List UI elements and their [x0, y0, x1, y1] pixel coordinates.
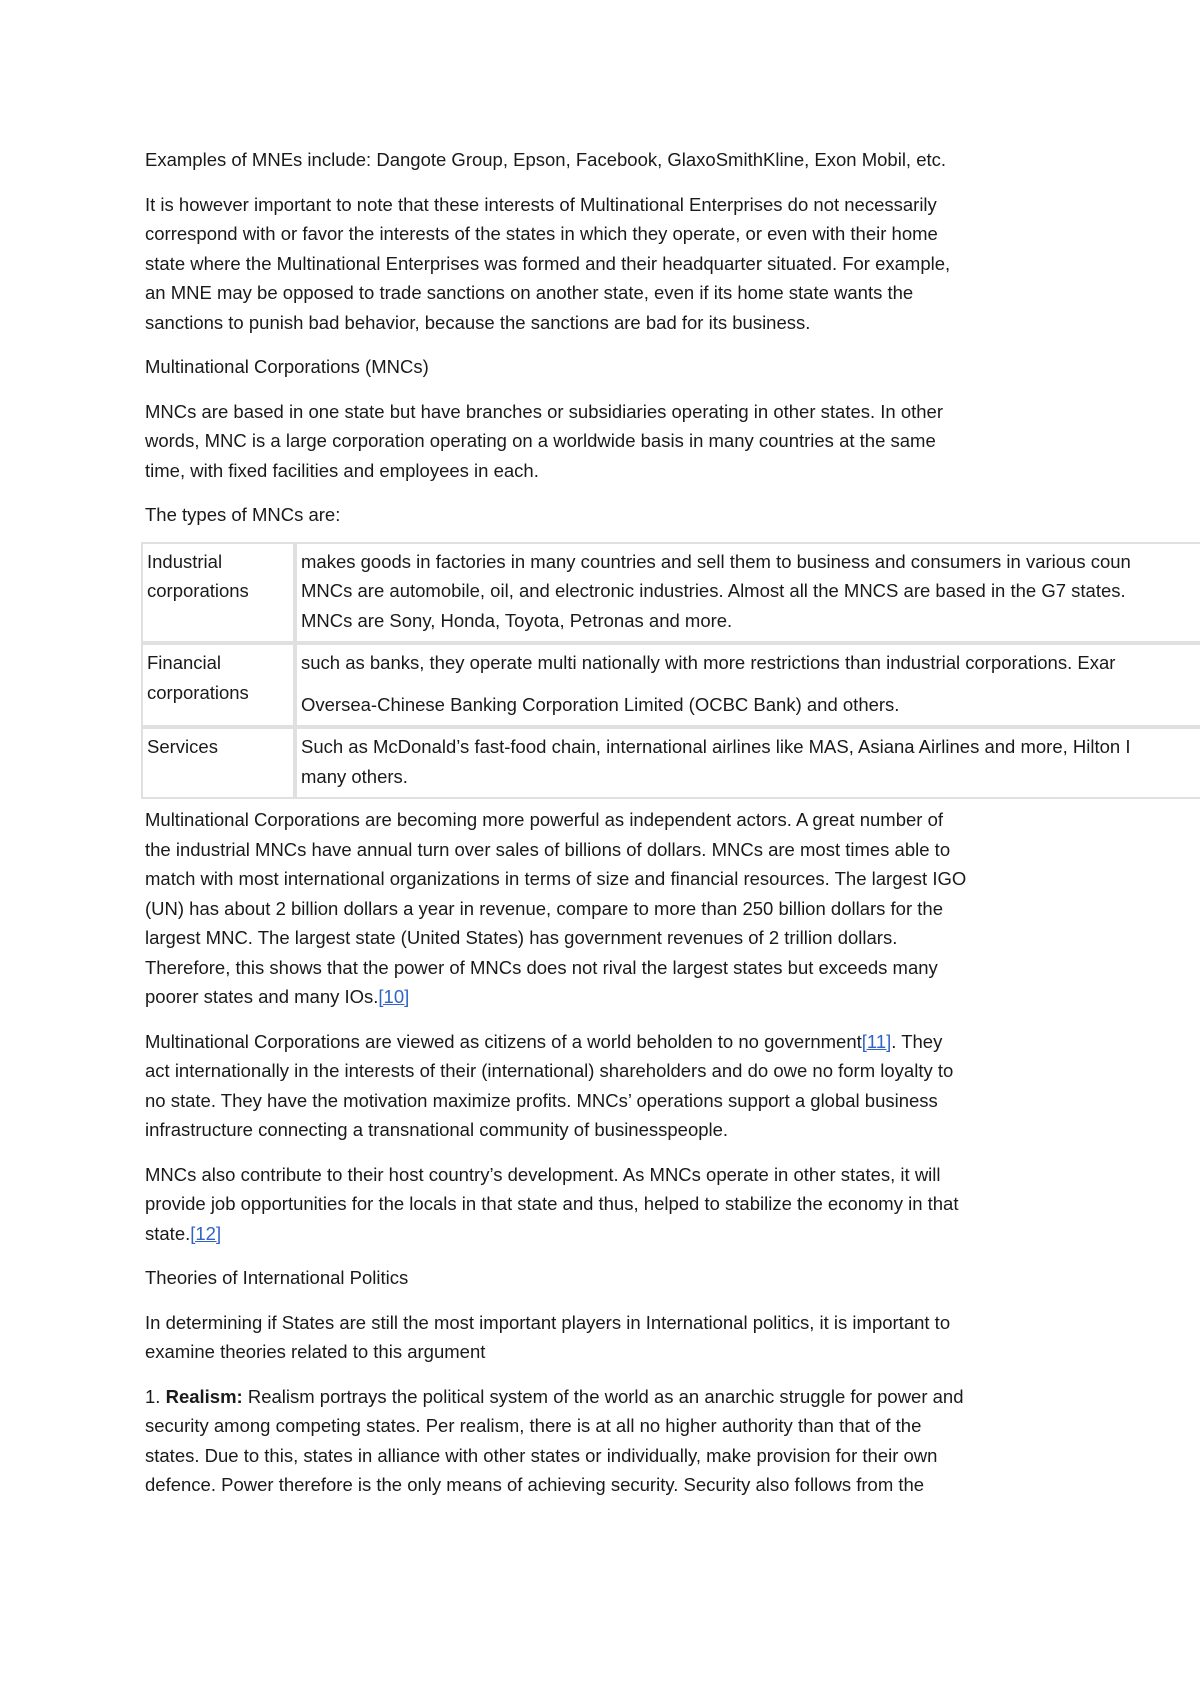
- line: time, with fixed facilities and employees in each.: [145, 459, 539, 481]
- types-intro: [145, 500, 1065, 530]
- line: states. Due to this, states in alliance with other states or individually, make provision for their own: [145, 1444, 938, 1466]
- line: defence. Power therefore is the only means of achieving security. Security also follows from the: [145, 1474, 925, 1495]
- determining-paragraph: [145, 1308, 1065, 1367]
- development-paragraph: [145, 1160, 1065, 1249]
- mnc-definition-paragraph: [145, 397, 1065, 486]
- line-text: . They: [891, 1030, 943, 1052]
- line: [145, 1382, 1065, 1412]
- line: MNCs are based in one state but have branches or subsidiaries operating in other states. In other: [145, 400, 944, 422]
- type-label: Financial: [147, 652, 222, 673]
- line: MNCs also contribute to their host country’s development. As MNCs operate in other states, it will: [145, 1163, 941, 1185]
- power-paragraph: [145, 805, 1065, 1012]
- mnc-types-table: [141, 542, 1200, 800]
- type-cell: [141, 542, 295, 644]
- type-label: corporations: [147, 681, 249, 703]
- line: examine theories related to this argument: [145, 1341, 486, 1362]
- type-label: Industrial: [147, 550, 223, 572]
- examples-text: Examples of MNEs include: Dangote Group, Epson, Facebook, GlaxoSmithKline, Exon Mobil, etc.: [145, 149, 947, 170]
- line: It is however important to note that these interests of Multinational Enterprises do not necessarily: [145, 193, 937, 215]
- table-row: [141, 542, 1200, 644]
- description-line: MNCs are Sony, Honda, Toyota, Petronas and more.: [301, 609, 733, 631]
- table-row: [141, 727, 1200, 799]
- footnote-link-11[interactable]: [11]: [861, 1030, 892, 1052]
- line: the industrial MNCs have annual turn over sales of billions of dollars. MNCs are most times able to: [145, 838, 951, 860]
- interests-paragraph: [145, 190, 1105, 338]
- line-text: Realism portrays the political system of the world as an anarchic struggle for power and: [242, 1385, 964, 1407]
- line: largest MNC. The largest state (United States) has government revenues of 2 trillion dollars.: [145, 927, 898, 948]
- line-text: poorer states and many IOs.: [145, 986, 379, 1007]
- description-cell: [295, 542, 1200, 644]
- description-line: many others.: [301, 765, 408, 787]
- realism-paragraph: [145, 1382, 1065, 1500]
- description-line: Such as McDonald’s fast-food chain, international airlines like MAS, Asiana Airlines and more, Hilton I: [301, 736, 1131, 757]
- theories-heading-text: Theories of International Politics: [145, 1267, 409, 1288]
- realism-label: Realism:: [165, 1385, 243, 1407]
- description-line: MNCs are automobile, oil, and electronic industries. Almost all the MNCS are based in the G7 states.: [301, 580, 1126, 601]
- line: no state. They have the motivation maximize profits. MNCs’ operations support a global business: [145, 1089, 938, 1111]
- line: Therefore, this shows that the power of MNCs does not rival the largest states but exceeds many: [145, 956, 938, 978]
- description-cell: [295, 643, 1200, 727]
- description-line: such as banks, they operate multi nationally with more restrictions than industrial corporations. Exar: [301, 652, 1116, 673]
- line: security among competing states. Per realism, there is at all no higher authority than that of the: [145, 1415, 922, 1436]
- footnote-link-10[interactable]: [10]: [378, 986, 410, 1007]
- line: [145, 1219, 1065, 1249]
- line: provide job opportunities for the locals in that state and thus, helped to stabilize the economy in that: [145, 1193, 959, 1214]
- line: Multinational Corporations are becoming more powerful as independent actors. A great number of: [145, 809, 944, 830]
- mnc-heading: [145, 352, 1065, 382]
- line-text: Multinational Corporations are viewed as citizens of a world beholden to no government: [145, 1030, 862, 1052]
- type-cell: [141, 643, 295, 727]
- line: match with most international organizations in terms of size and financial resources. The largest IGO: [145, 868, 967, 889]
- citizens-paragraph: [145, 1027, 1065, 1145]
- line-text: state.: [145, 1222, 191, 1244]
- type-label: Services: [147, 736, 218, 757]
- line: (UN) has about 2 billion dollars a year in revenue, compare to more than 250 billion dollars for the: [145, 897, 943, 919]
- line: infrastructure connecting a transnational community of businesspeople.: [145, 1119, 729, 1140]
- line: act internationally in the interests of their (international) shareholders and do owe no form loyalty to: [145, 1060, 954, 1081]
- line: [145, 1027, 1065, 1057]
- description-line: Oversea-Chinese Banking Corporation Limited (OCBC Bank) and others.: [301, 693, 900, 715]
- line: In determining if States are still the most important players in International politics, it is important to: [145, 1311, 951, 1333]
- table-row: [141, 643, 1200, 727]
- types-intro-text: The types of MNCs are:: [145, 504, 341, 525]
- theories-heading: [145, 1263, 1065, 1293]
- line: words, MNC is a large corporation operating on a worldwide basis in many countries at the same: [145, 430, 936, 451]
- document-page: [145, 145, 1200, 1515]
- list-number: 1.: [145, 1385, 161, 1407]
- line: state where the Multinational Enterprises was formed and their headquarter situated. For example,: [145, 252, 951, 274]
- type-cell: [141, 727, 295, 799]
- line: correspond with or favor the interests of the states in which they operate, or even with their home: [145, 223, 938, 244]
- mnc-heading-text: Multinational Corporations (MNCs): [145, 356, 429, 377]
- examples-paragraph: [145, 145, 1065, 175]
- line: an MNE may be opposed to trade sanctions on another state, even if its home state wants the: [145, 282, 914, 303]
- line: [145, 982, 1065, 1012]
- type-label: corporations: [147, 580, 249, 601]
- footnote-link-12[interactable]: [12]: [190, 1222, 222, 1244]
- description-line: makes goods in factories in many countries and sell them to business and consumers in various coun: [301, 550, 1131, 572]
- description-cell: [295, 727, 1200, 799]
- line: sanctions to punish bad behavior, because the sanctions are bad for its business.: [145, 311, 811, 333]
